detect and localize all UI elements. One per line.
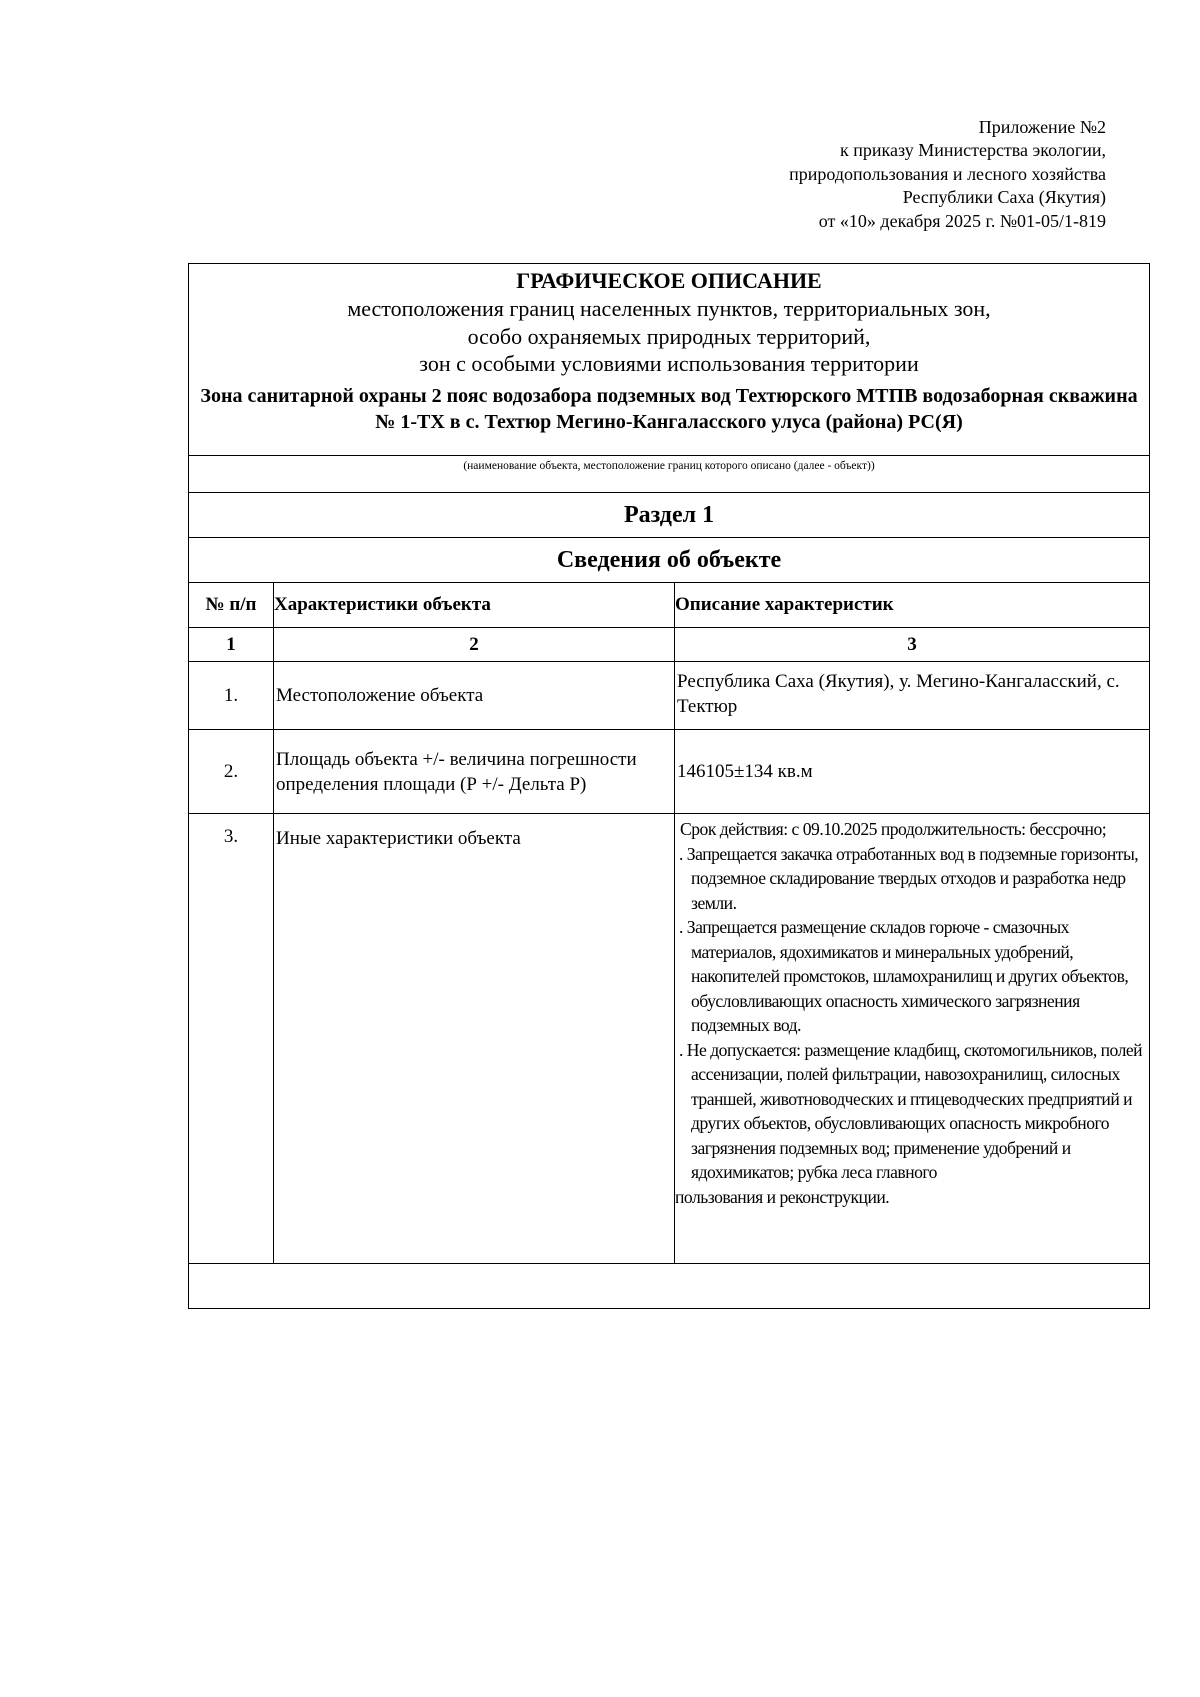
validity-text: Срок действия: с 09.10.2025 продолжительность: бессрочно; (680, 819, 1107, 839)
row-characteristic: Местоположение объекта (274, 662, 675, 730)
restriction-item: . Запрещается размещение складов горюче - смазочных материалов, ядохимикатов и минеральных удобрений, накопителей промстоков, шламохранилищ и других объектов, обусловливающих опасность химического загрязнения подземных вод. (679, 917, 1129, 1035)
row-number: 2. (189, 730, 274, 814)
section-title: Сведения об объекте (189, 538, 1150, 583)
appendix-line: Республики Саха (Якутия) (902, 187, 1106, 208)
row-description: 146105±134 кв.м (675, 730, 1150, 814)
section-row (189, 493, 1150, 538)
column-number: 3 (675, 628, 1150, 662)
row-number: 1. (189, 662, 274, 730)
header-row (189, 583, 1150, 628)
row-characteristic: Площадь объекта +/- величина погрешности определения площади (Р +/- Дельта Р) (274, 730, 675, 814)
appendix-line: от «10» декабря 2025 г. №01-05/1-819 (818, 210, 1106, 231)
table-row (189, 662, 1150, 730)
row-number: 3. (189, 814, 274, 1264)
document-subtitle-line: местоположения границ населенных пунктов, территориальных зон, (347, 296, 991, 321)
title-row (189, 264, 1150, 456)
column-header-number: № п/п (189, 583, 274, 628)
table-row (189, 814, 1150, 1264)
appendix-line: природопользования и лесного хозяйства (789, 163, 1106, 184)
empty-row (189, 1264, 1150, 1309)
row-description: Республика Саха (Якутия), у. Мегино-Кангаласский, с. Тектюр (675, 662, 1150, 730)
object-caption: (наименование объекта, местоположение границ которого описано (далее - объект)) (189, 456, 1150, 493)
section-title-row (189, 538, 1150, 583)
document-title: ГРАФИЧЕСКОЕ ОПИСАНИЕ (516, 268, 822, 293)
column-number: 1 (189, 628, 274, 662)
appendix-header (606, 116, 1106, 233)
restriction-item: . Не допускается: размещение кладбищ, скотомогильников, полей ассенизации, полей фильтрации, навозохранилищ, силосных траншей, животноводческих и птицеводческих предприятий и других объектов, обусловливающих опасность микробного загрязнения подземных вод; применение удобрений и ядохимикатов; рубка леса главного (679, 1039, 1143, 1182)
appendix-line: к приказу Министерства экологии, (839, 140, 1106, 161)
object-name: Зона санитарной охраны 2 пояс водозабора подземных вод Техтюрского МТПВ водозаборная скважина № 1-ТХ в с. Техтюр Мегино-Кангаласского улуса (района) РС(Я) (200, 384, 1138, 433)
appendix-line: Приложение №2 (978, 117, 1106, 137)
column-number: 2 (274, 628, 675, 662)
document-subtitle-line: зон с особыми условиями использования территории (419, 351, 919, 376)
section-label: Раздел 1 (189, 493, 1150, 538)
row-description (675, 814, 1150, 1264)
caption-row (189, 456, 1150, 493)
column-number-row (189, 628, 1150, 662)
table-row (189, 730, 1150, 814)
column-header-description: Описание характеристик (675, 583, 1150, 628)
restriction-item: . Запрещается закачка отработанных вод в подземные горизонты, подземное складирование твердых отходов и разработка недр земли. (679, 843, 1139, 913)
column-header-characteristic: Характеристики объекта (274, 583, 675, 628)
row-characteristic: Иные характеристики объекта (274, 814, 675, 1264)
restriction-tail: пользования и реконструкции. (675, 1186, 890, 1207)
description-table (188, 263, 1150, 1309)
document-subtitle-line: особо охраняемых природных территорий, (467, 323, 871, 349)
title-cell (189, 264, 1150, 456)
empty-cell (189, 1264, 1150, 1309)
